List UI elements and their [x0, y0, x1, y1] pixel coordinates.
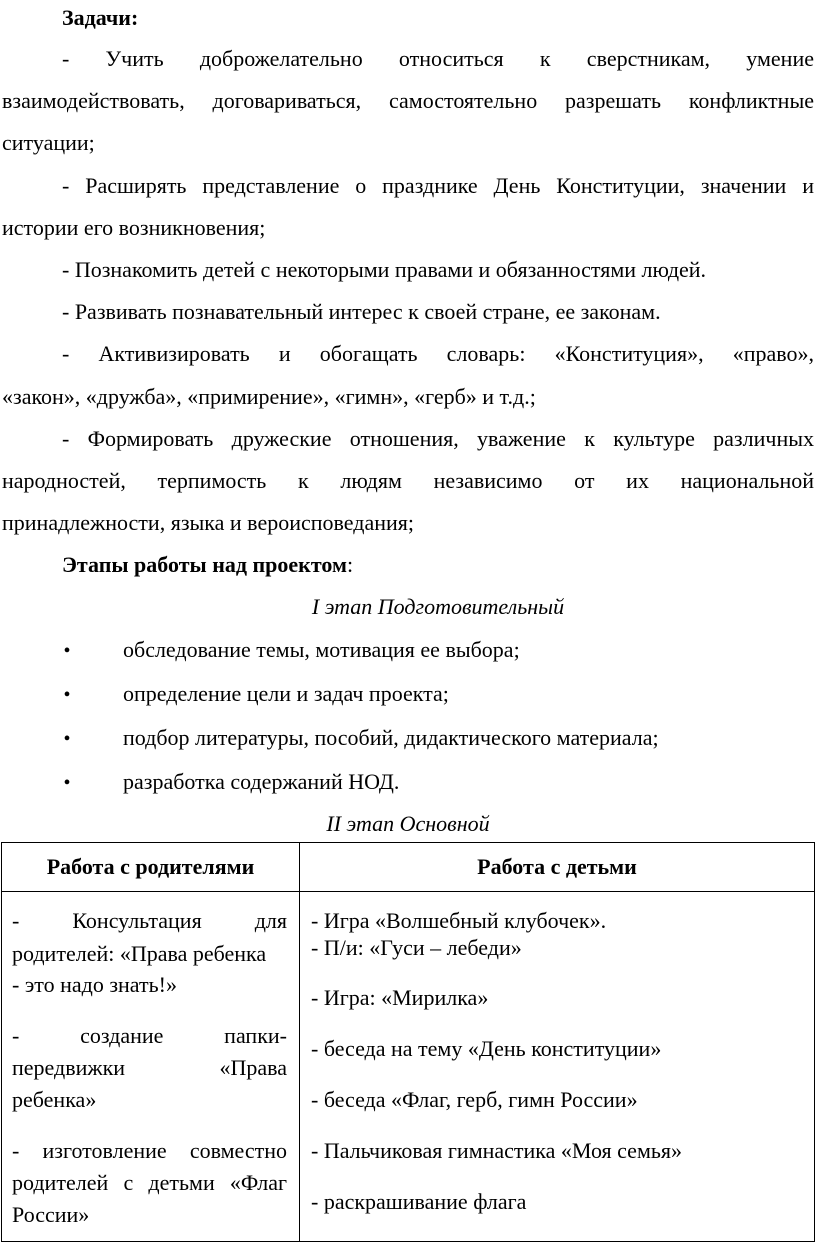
stage1-item-4: разработка содержаний НОД.: [123, 769, 400, 794]
parents-line-8: родителей с детьми «Флаг: [12, 1170, 287, 1195]
col-header-children: Работа с детьми: [300, 843, 815, 892]
parents-line-7: - изготовление совместно: [12, 1138, 287, 1163]
parents-line-6: ребенка»: [12, 1087, 97, 1112]
parents-line-9: России»: [12, 1202, 90, 1227]
task-line-2: взаимодействовать, договариваться, самостоятельно разрешать конфликтные: [2, 88, 814, 113]
stages-heading-row: [62, 552, 353, 578]
stages-heading: Этапы работы над проектом: [62, 552, 347, 577]
col-header-parents: Работа с родителями: [2, 843, 300, 892]
stage1-item-1: обследование темы, мотивация ее выбора;: [123, 637, 520, 662]
task-line-10: - Формировать дружеские отношения, уважение к культуре различных: [62, 426, 814, 451]
children-line-4: - беседа на тему «День конституции»: [311, 1036, 662, 1061]
table-header-row: [2, 843, 815, 892]
children-line-5: - беседа «Флаг, герб, гимн России»: [311, 1087, 638, 1112]
children-line-7: - раскрашивание флага: [311, 1189, 527, 1214]
work-table: [1, 842, 815, 1242]
children-line-6: - Пальчиковая гимнастика «Моя семья»: [311, 1138, 683, 1163]
bullet-icon: •: [63, 772, 71, 794]
parents-line-3: - это надо знать!»: [12, 972, 177, 997]
parents-line-4: - создание папки-: [12, 1023, 287, 1048]
bullet-icon: •: [63, 728, 71, 750]
task-line-6: - Познакомить детей с некоторыми правами и обязанностями людей.: [62, 257, 707, 282]
task-line-8: - Активизировать и обогащать словарь: «Конституция», «право»,: [62, 341, 814, 366]
parents-cell: [2, 892, 300, 1242]
children-line-1: - Игра «Волшебный клубочек».: [311, 908, 607, 933]
children-line-3: - Игра: «Мирилка»: [311, 985, 489, 1010]
tasks-heading: Задачи:: [62, 5, 139, 30]
task-line-3: ситуации;: [2, 130, 95, 155]
task-line-4: - Расширять представление о празднике День Конституции, значении и: [62, 173, 814, 198]
task-line-12: принадлежности, языка и вероисповедания;: [2, 510, 414, 535]
stages-heading-colon: :: [346, 552, 354, 577]
stage1-title: I этап Подготовительный: [311, 594, 565, 619]
children-line-2: - П/и: «Гуси – лебеди»: [311, 935, 522, 960]
stage1-item-2: определение цели и задач проекта;: [123, 681, 449, 706]
task-line-11: народностей, терпимость к людям независимо от их национальной: [2, 468, 814, 493]
stage2-title: II этап Основной: [326, 811, 490, 836]
task-line-7: - Развивать познавательный интерес к своей стране, ее законам.: [62, 299, 661, 324]
task-line-9: «закон», «дружба», «примирение», «гимн», «герб» и т.д.;: [2, 384, 536, 409]
stage1-item-3: подбор литературы, пособий, дидактического материала;: [123, 725, 659, 750]
bullet-icon: •: [63, 684, 71, 706]
task-line-1: - Учить доброжелательно относиться к сверстникам, умение: [62, 46, 814, 71]
bullet-icon: •: [63, 640, 71, 662]
parents-line-1: - Консультация для: [12, 908, 287, 933]
parents-line-2: родителей: «Права ребенка: [12, 941, 267, 966]
children-cell: [300, 892, 815, 1242]
table-row: [2, 892, 815, 1242]
task-line-5: истории его возникновения;: [2, 215, 266, 240]
parents-line-5: передвижки «Права: [12, 1055, 287, 1080]
